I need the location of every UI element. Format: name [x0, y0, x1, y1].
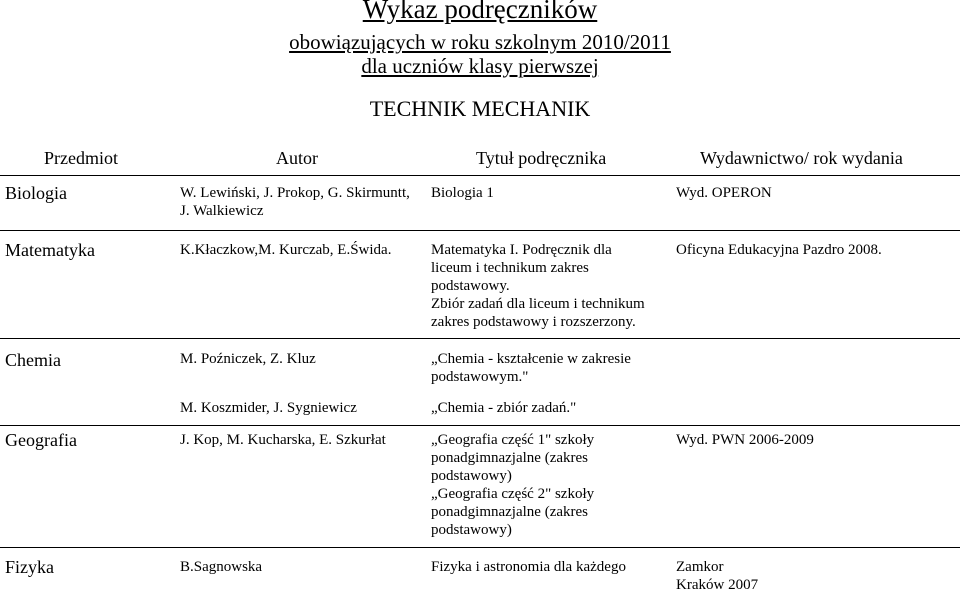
table-divider — [0, 230, 960, 231]
subject-matematyka: Matematyka — [5, 240, 95, 260]
publisher-biologia: Wyd. OPERON — [676, 185, 772, 201]
title-fizyka: Fizyka i astronomia dla każdego — [431, 559, 626, 575]
column-header-author: Autor — [276, 148, 318, 168]
author-chemia-exercises: M. Koszmider, J. Sygniewicz — [180, 400, 357, 416]
author-geografia: J. Kop, M. Kucharska, E. Szkurłat — [180, 432, 386, 448]
publisher-fizyka: Zamkor Kraków 2007 — [676, 559, 759, 593]
subject-chemia: Chemia — [5, 350, 61, 370]
document-title: Wykaz podręczników — [362, 0, 598, 24]
table-divider — [0, 547, 960, 548]
document-subtitle-year: obowiązujących w roku szkolnym 2010/2011 — [289, 30, 671, 54]
subject-fizyka: Fizyka — [5, 557, 54, 577]
title-matematyka: Matematyka I. Podręcznik dla liceum i technikum zakres podstawowy. Zbiór zadań dla liceum i technikum zakres podstawowy i rozszerzony. — [431, 242, 645, 330]
author-biologia: W. Lewiński, J. Prokop, G. Skirmuntt, J. Walkiewicz — [180, 185, 410, 219]
table-divider — [0, 425, 960, 426]
title-chemia-exercises: „Chemia - zbiór zadań." — [431, 400, 577, 416]
column-header-title: Tytuł podręcznika — [476, 148, 607, 168]
column-header-subject: Przedmiot — [44, 148, 118, 168]
document-subtitle-class: dla uczniów klasy pierwszej — [361, 54, 599, 78]
publisher-matematyka: Oficyna Edukacyjna Pazdro 2008. — [676, 242, 882, 258]
author-chemia: M. Poźniczek, Z. Kluz — [180, 351, 316, 367]
title-geografia: „Geografia część 1" szkoły ponadgimnazjalne (zakres podstawowy) „Geografia część 2" szkoły ponadgimnazjalne (zakres podstawowy) — [431, 432, 595, 538]
table-divider — [0, 338, 960, 339]
author-matematyka: K.Kłaczkow,M. Kurczab, E.Świda. — [180, 242, 392, 258]
subject-biologia: Biologia — [5, 183, 67, 203]
author-fizyka: B.Sagnowska — [180, 559, 263, 575]
publisher-geografia: Wyd. PWN 2006-2009 — [676, 432, 814, 448]
section-title: TECHNIK MECHANIK — [369, 96, 591, 121]
table-divider — [0, 175, 960, 176]
title-chemia: „Chemia - kształcenie w zakresie podstawowym." — [431, 351, 631, 385]
title-biologia: Biologia 1 — [431, 185, 494, 201]
subject-geografia: Geografia — [5, 430, 77, 450]
column-header-publisher: Wydawnictwo/ rok wydania — [700, 148, 903, 168]
